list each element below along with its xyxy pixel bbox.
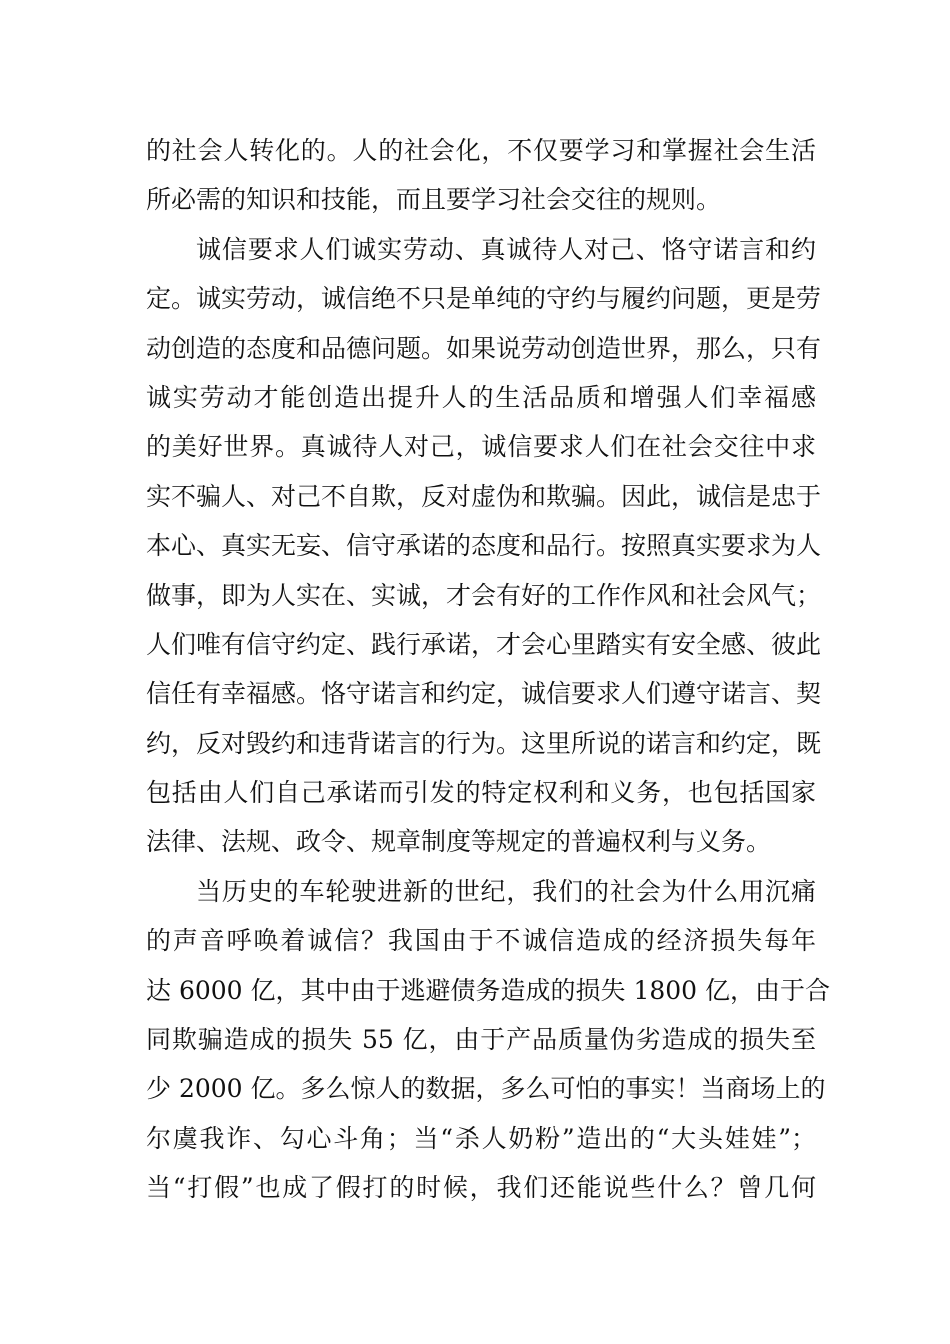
text-line: 包括由人们自己承诺而引发的特定权利和义务，也包括国家 bbox=[146, 778, 816, 808]
text-line: 的社会人转化的。人的社会化，不仅要学习和掌握社会生活 bbox=[146, 136, 816, 165]
text-line: 所必需的知识和技能，而且要学习社会交往的规则。 bbox=[146, 185, 722, 215]
text-line: 同欺骗造成的损失 55 亿，由于产品质量伪劣造成的损失至 bbox=[146, 1025, 816, 1055]
text-line: 法律、法规、政令、规章制度等规定的普遍权利与义务。 bbox=[146, 827, 772, 857]
text-line: 信任有幸福感。恪守诺言和约定，诚信要求人们遵守诺言、契 bbox=[146, 679, 822, 709]
text-line: 当历史的车轮驶进新的世纪，我们的社会为什么用沉痛 bbox=[196, 876, 816, 906]
text-line: 定。诚实劳动，诚信绝不只是单纯的守约与履约问题，更是劳 bbox=[146, 284, 822, 314]
text-line: 本心、真实无妄、信守承诺的态度和品行。按照真实要求为人 bbox=[146, 531, 822, 561]
text-line: 实不骗人、对己不自欺，反对虚伪和欺骗。因此，诚信是忠于 bbox=[146, 481, 822, 511]
body-text bbox=[146, 126, 831, 1213]
text-line: 当“打假”也成了假打的时候，我们还能说些什么？曾几何 bbox=[146, 1173, 816, 1203]
text-line: 人们唯有信守约定、践行承诺，才会心里踏实有安全感、彼此 bbox=[146, 629, 822, 659]
text-line: 动创造的态度和品德问题。如果说劳动创造世界，那么，只有 bbox=[146, 333, 822, 363]
text-line: 做事，即为人实在、实诚，才会有好的工作作风和社会风气； bbox=[146, 580, 822, 610]
text-line: 约，反对毁约和违背诺言的行为。这里所说的诺言和约定，既 bbox=[146, 728, 822, 758]
text-line: 的美好世界。真诚待人对己，诚信要求人们在社会交往中求 bbox=[146, 432, 816, 462]
text-line: 诚实劳动才能创造出提升人的生活品质和增强人们幸福感 bbox=[146, 382, 816, 412]
text-line: 少 2000 亿。多么惊人的数据，多么可怕的事实！当商场上的 bbox=[146, 1074, 826, 1104]
text-line: 的声音呼唤着诚信？我国由于不诚信造成的经济损失每年 bbox=[146, 926, 816, 956]
text-line: 诚信要求人们诚实劳动、真诚待人对己、恪守诺言和约 bbox=[196, 234, 816, 264]
text-line: 达 6000 亿，其中由于逃避债务造成的损失 1800 亿，由于合 bbox=[146, 975, 831, 1005]
text-line: 尔虞我诈、勾心斗角；当“杀人奶粉”造出的“大头娃娃”； bbox=[146, 1123, 816, 1153]
